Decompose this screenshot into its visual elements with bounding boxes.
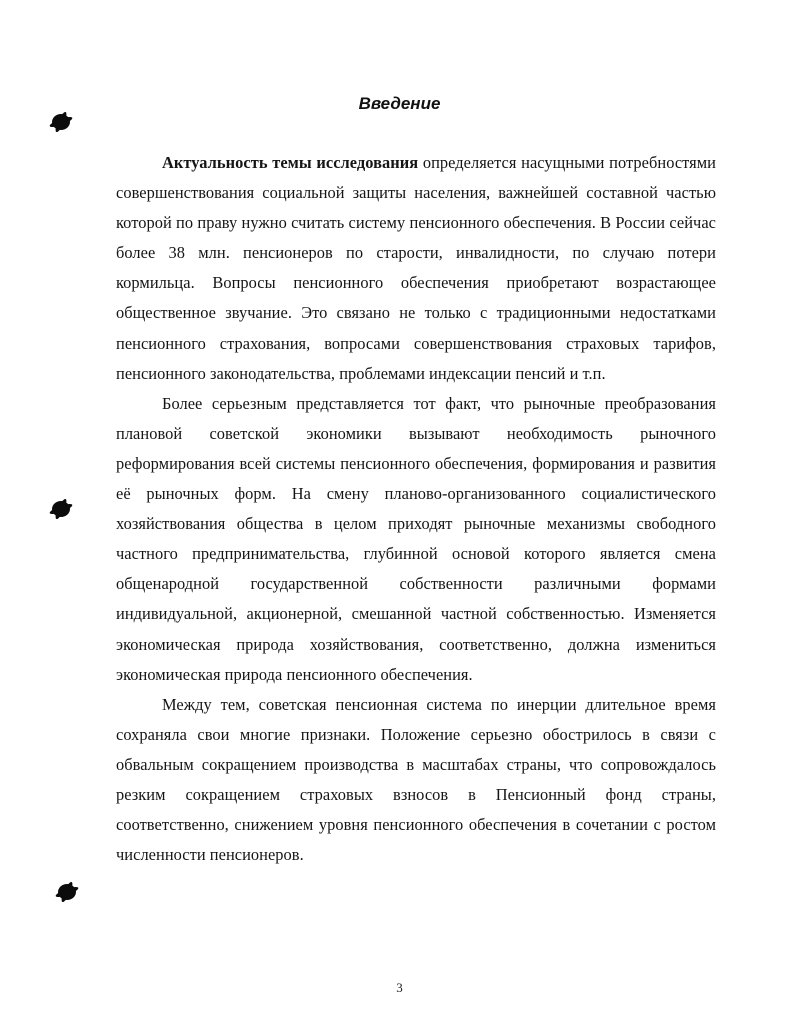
punch-hole-mark-top bbox=[52, 114, 70, 130]
punch-hole-mark-bottom bbox=[58, 884, 76, 900]
paragraph-1 bbox=[116, 148, 716, 389]
paragraph-2: Более серьезным представляется тот факт, что рыночные преобразования плановой советской экономики вызывают необходимость рыночного реформирования всей системы пенсионного обеспечения, формирования и развития её рыночных форм. На смену планово-организованного социалистического хозяйствования общества в целом приходят рыночные механизмы свободного частного предпринимательства, глубинной основой которого является смена общенародной государственной собственности различными формами индивидуальной, акционерной, смешанной частной собственностью. Изменяется экономическая природа хозяйствования, соответственно, должна измениться экономическая природа пенсионного обеспечения. bbox=[116, 393, 716, 684]
punch-hole-mark-middle bbox=[52, 501, 70, 517]
paragraph-1-text: определяется насущными потребностями совершенствования социальной защиты населения, важнейшей составной частью которой по праву нужно считать систему пенсионного обеспечения. В России сейчас более 38 млн. пенсионеров по старости, инвалидности, по случаю потери кормильца. Вопросы пенсионного обеспечения приобретают возрастающее общественное звучание. Это связано не только с традиционными недостатками пенсионного страхования, вопросами совершенствования страховых тарифов, пенсионного законодательства, проблемами индексации пенсий и т.п. bbox=[116, 153, 717, 383]
paragraph-3: Между тем, советская пенсионная система по инерции длительное время сохраняла свои многие признаки. Положение серьезно обострилось в связи с обвальным сокращением производства в масштабах страны, что сопровождалось резким сокращением страховых взносов в Пенсионный фонд страны, соответственно, снижением уровня пенсионного обеспечения в сочетании с ростом численности пенсионеров. bbox=[116, 694, 716, 865]
page-title: Введение bbox=[358, 94, 441, 113]
body-text bbox=[116, 148, 716, 870]
page-number: 3 bbox=[396, 980, 403, 995]
paragraph-1-lead: Актуальность темы исследования bbox=[162, 153, 419, 172]
